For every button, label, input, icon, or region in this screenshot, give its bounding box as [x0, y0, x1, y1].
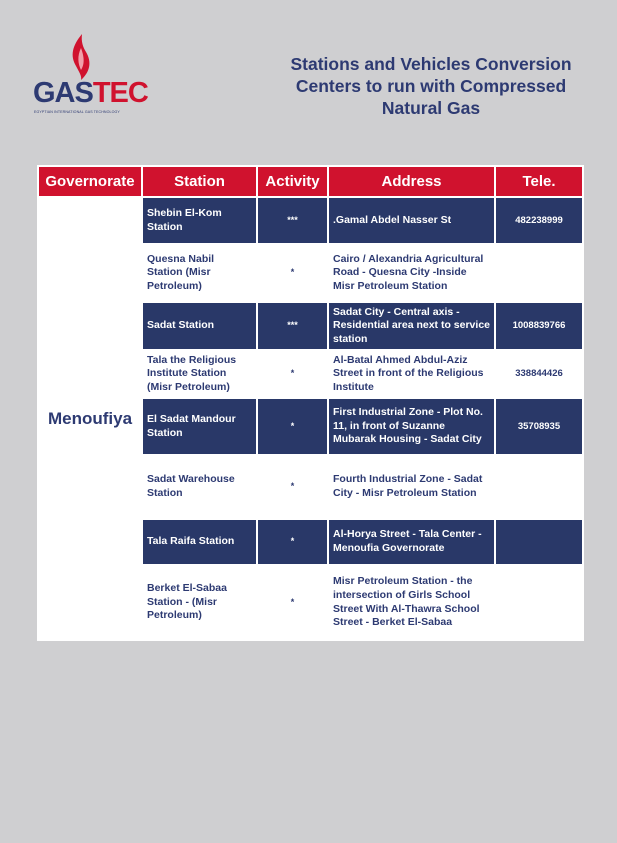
address-cell: Fourth Industrial Zone - Sadat City - Misr Petroleum Station [328, 455, 495, 519]
address-cell: Cairo / Alexandria Agricultural Road - Quesna City -Inside Misr Petroleum Station [328, 244, 495, 302]
tele-cell: 482238999 [495, 197, 583, 244]
title-line-2: Centers to run with Compressed [295, 76, 567, 96]
title-line-3: Natural Gas [381, 98, 481, 118]
activity-cell: * [257, 519, 328, 565]
station-cell: Tala the Religious Institute Station (Misr Petroleum) [142, 350, 257, 398]
station-cell: Berket El-Sabaa Station - (Misr Petroleum) [142, 565, 257, 640]
station-cell: Shebin El-Kom Station [142, 197, 257, 244]
header-address: Address [328, 166, 495, 197]
address-cell: Sadat City - Central axis - Residential area next to service station [328, 302, 495, 350]
activity-cell: * [257, 350, 328, 398]
station-cell: Sadat Warehouse Station [142, 455, 257, 519]
governorate-cell: Menoufiya [38, 197, 142, 640]
tele-cell: 1008839766 [495, 302, 583, 350]
station-cell: Sadat Station [142, 302, 257, 350]
activity-cell: * [257, 455, 328, 519]
logo-text-gas: GAS [33, 77, 93, 109]
tele-cell [495, 565, 583, 640]
header-activity: Activity [257, 166, 328, 197]
activity-cell: * [257, 565, 328, 640]
page-title [250, 53, 612, 119]
address-cell: .Gamal Abdel Nasser St [328, 197, 495, 244]
logo-tagline: EGYPTIAN INTERNATIONAL GAS TECHNOLOGY [34, 110, 120, 114]
flame-icon [68, 34, 94, 80]
title-line-1: Stations and Vehicles Conversion [290, 54, 572, 74]
tele-cell [495, 519, 583, 565]
address-cell: Al-Batal Ahmed Abdul-Aziz Street in front of the Religious Institute [328, 350, 495, 398]
stations-table [37, 165, 584, 641]
address-cell: Al-Horya Street - Tala Center - Menoufia Governorate [328, 519, 495, 565]
activity-cell: *** [257, 197, 328, 244]
header-station: Station [142, 166, 257, 197]
tele-cell [495, 244, 583, 302]
logo-text-tec: TEC [92, 77, 148, 109]
header-governorate: Governorate [38, 166, 142, 197]
tele-cell: 35708935 [495, 398, 583, 455]
station-cell: El Sadat Mandour Station [142, 398, 257, 455]
address-cell: Misr Petroleum Station - the intersection of Girls School Street With Al-Thawra School Street - Berket El-Sabaa [328, 565, 495, 640]
activity-cell: *** [257, 302, 328, 350]
station-cell: Tala Raifa Station [142, 519, 257, 565]
tele-cell: 338844426 [495, 350, 583, 398]
gastec-logo [30, 34, 148, 118]
station-cell: Quesna Nabil Station (Misr Petroleum) [142, 244, 257, 302]
activity-cell: * [257, 398, 328, 455]
header-tele: Tele. [495, 166, 583, 197]
table-row [38, 197, 583, 244]
logo-wordmark [33, 77, 148, 110]
table-header-row [38, 166, 583, 197]
address-cell: First Industrial Zone - Plot No. 11, in front of Suzanne Mubarak Housing - Sadat City [328, 398, 495, 455]
activity-cell: * [257, 244, 328, 302]
tele-cell [495, 455, 583, 519]
